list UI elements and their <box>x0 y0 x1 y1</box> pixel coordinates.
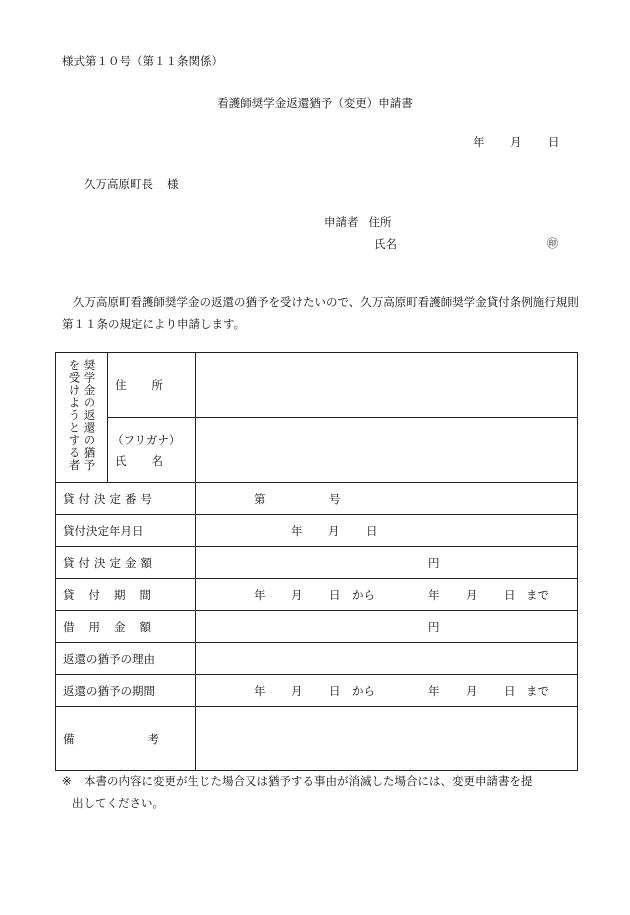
deferral-period-label-cell <box>56 675 196 707</box>
borrowed-amount-label: 借用金額 <box>63 619 165 634</box>
deferral-period-to: まで <box>526 683 549 698</box>
loan-date-field[interactable] <box>196 515 578 547</box>
form-number: 様式第１０号（第１１条関係） <box>62 54 223 68</box>
addressee-honorific: 様 <box>167 177 179 191</box>
name-label-2: 名 <box>151 453 163 468</box>
remarks-field[interactable] <box>196 707 578 771</box>
deferral-period-day-from: 日 <box>329 683 341 698</box>
borrowed-amount-unit: 円 <box>428 619 440 634</box>
applicant-name-label: 氏名 <box>374 237 397 251</box>
deferral-period-from: から <box>352 683 375 698</box>
note-mark: ※ <box>62 774 72 788</box>
group-label: 奨学金の返還の猶予を受けようとする者 <box>67 358 97 471</box>
name-label-cell <box>108 418 196 483</box>
remarks-label-1: 備 <box>63 731 75 746</box>
name-field[interactable] <box>196 418 578 483</box>
body-text: 久万高原町看護師奨学金の返還の猶予を受けたいので、久万高原町看護師奨学金貸付条例施行規則第１１条の規定により申請します。 <box>62 295 579 331</box>
deferral-period-year: 年 <box>254 683 266 698</box>
date-day: 日 <box>548 135 560 149</box>
loan-number-suffix: 号 <box>329 491 341 506</box>
address-field[interactable] <box>196 353 578 418</box>
furigana-label: （フリガナ） <box>112 432 181 447</box>
note-line-1: 本書の内容に変更が生じた場合又は猶予する事由が消滅した場合には、変更申請書を提 <box>84 774 533 788</box>
date-year: 年 <box>473 135 485 149</box>
loan-amount-label: 貸付決定金額 <box>63 555 156 570</box>
deferral-period-month2: 月 <box>466 683 478 698</box>
deferral-period-year2: 年 <box>428 683 440 698</box>
remarks-label-cell <box>56 707 196 771</box>
borrowed-amount-label-cell <box>56 611 196 643</box>
deferral-reason-field[interactable] <box>196 643 578 675</box>
loan-date-label-cell <box>56 515 196 547</box>
applicant-address-line <box>324 214 392 230</box>
remarks-label-2: 考 <box>147 731 159 746</box>
loan-date-year: 年 <box>291 523 303 538</box>
loan-date-day: 日 <box>366 523 378 538</box>
borrowed-amount-field[interactable] <box>196 611 578 643</box>
loan-period-day-to: 日 <box>504 587 516 602</box>
loan-amount-field[interactable] <box>196 547 578 579</box>
application-form-table <box>55 352 578 771</box>
loan-period-label-cell <box>56 579 196 611</box>
addressee-name: 久万高原町長 <box>84 177 153 191</box>
loan-number-field[interactable] <box>196 483 578 515</box>
addressee <box>84 176 179 192</box>
address-label-1: 住 <box>115 378 127 392</box>
deferral-reason-label: 返還の猶予の理由 <box>63 651 155 666</box>
loan-period-year: 年 <box>254 587 266 602</box>
loan-date-label: 貸付決定年月日 <box>63 523 144 538</box>
loan-period-year2: 年 <box>428 587 440 602</box>
deferral-reason-label-cell <box>56 643 196 675</box>
loan-number-label-cell <box>56 483 196 515</box>
deferral-period-field[interactable] <box>196 675 578 707</box>
loan-date-month: 月 <box>328 523 340 538</box>
loan-period-day-from: 日 <box>329 587 341 602</box>
applicant-label: 申請者 <box>324 215 359 229</box>
loan-period-month: 月 <box>291 587 303 602</box>
address-label-2: 所 <box>151 378 163 392</box>
document-title: 看護師奨学金返還猶予（変更）申請書 <box>217 96 413 110</box>
loan-period-month2: 月 <box>466 587 478 602</box>
loan-period-label: 貸付期間 <box>63 587 165 602</box>
deferral-period-label: 返還の猶予の期間 <box>63 683 155 698</box>
seal-icon: ㊞ <box>547 237 558 250</box>
loan-number-prefix: 第 <box>254 491 266 506</box>
loan-period-from: から <box>352 587 375 602</box>
address-label-cell <box>108 353 196 418</box>
footnote <box>62 770 582 814</box>
deferral-period-month: 月 <box>291 683 303 698</box>
date-month: 月 <box>510 135 522 149</box>
loan-amount-unit: 円 <box>428 555 440 570</box>
applicant-address-label: 住所 <box>368 215 392 229</box>
loan-period-field[interactable] <box>196 579 578 611</box>
name-label-1: 氏 <box>115 453 127 468</box>
loan-number-label: 貸付決定番号 <box>63 491 156 506</box>
note-line-2: 出してください。 <box>72 796 164 810</box>
deferral-period-day-to: 日 <box>504 683 516 698</box>
group-label-cell <box>56 353 108 483</box>
loan-amount-label-cell <box>56 547 196 579</box>
loan-period-to: まで <box>526 587 549 602</box>
